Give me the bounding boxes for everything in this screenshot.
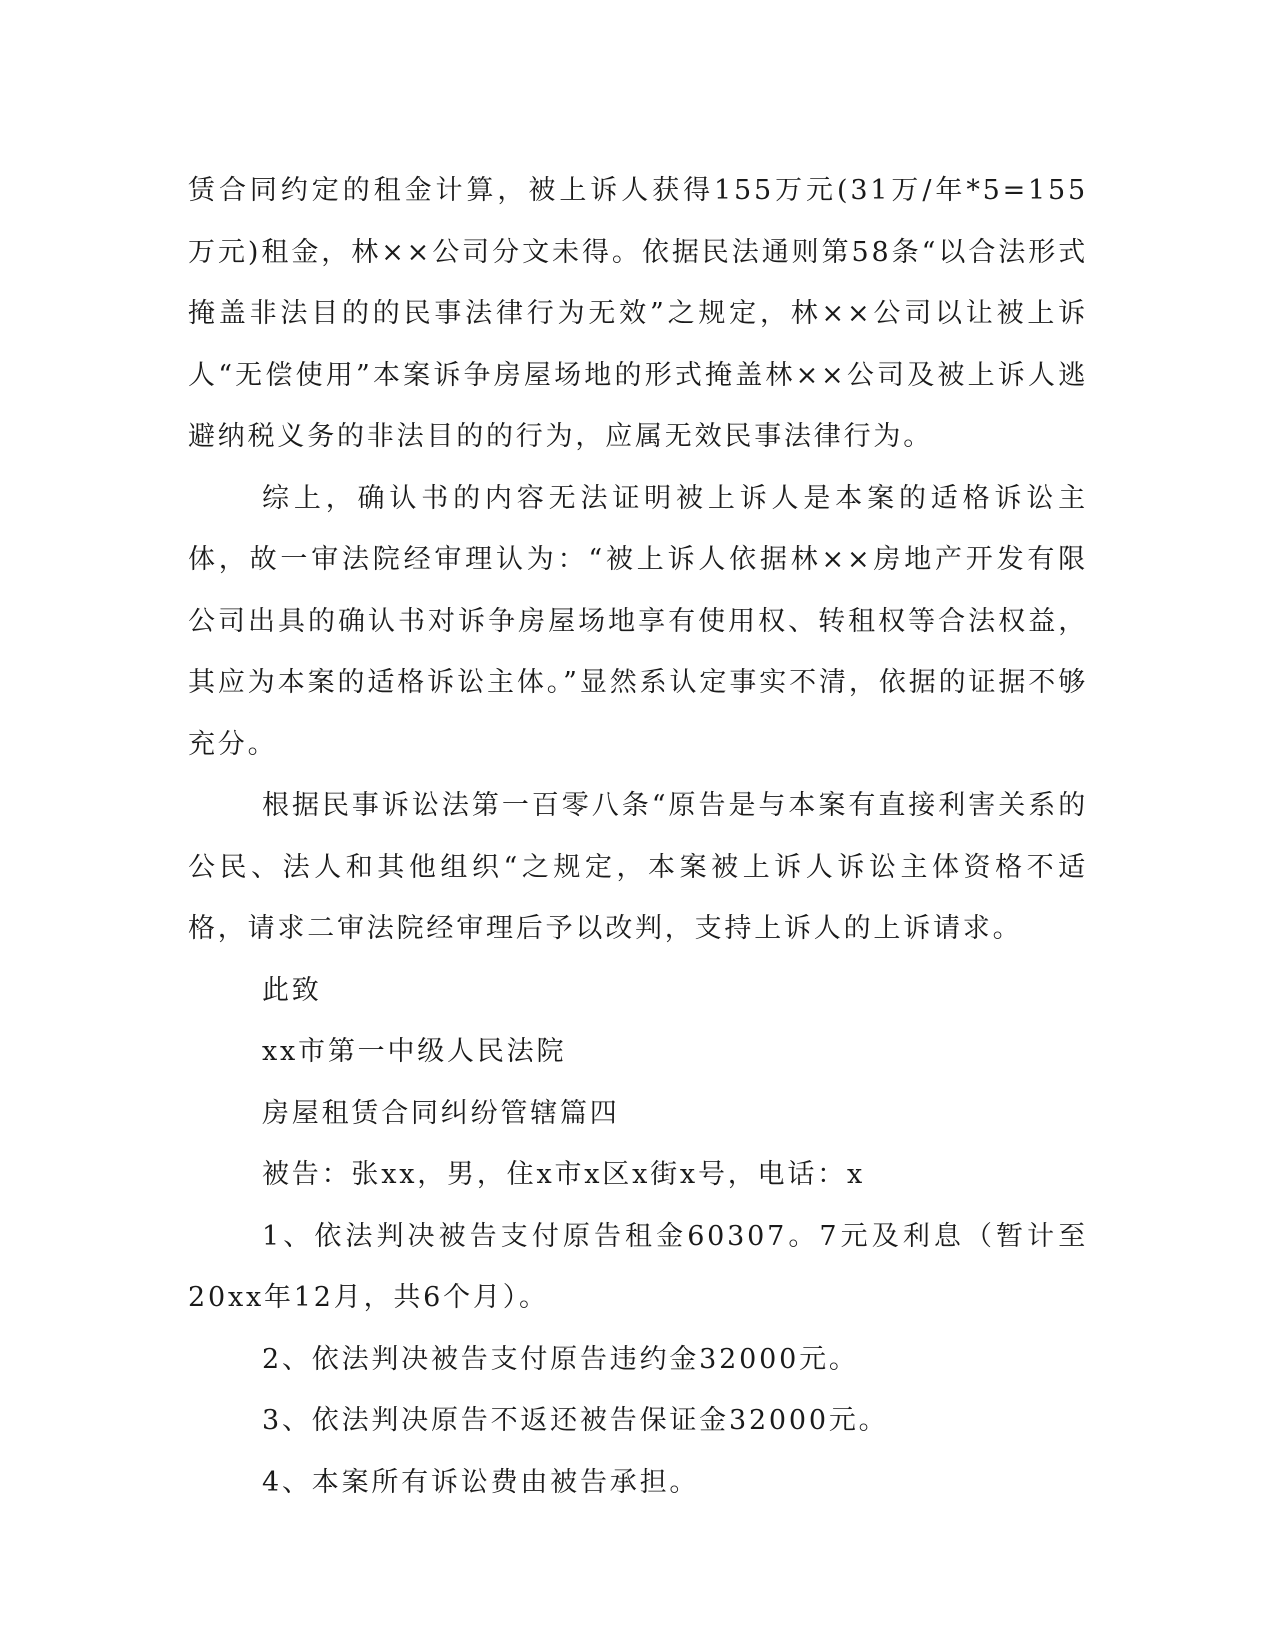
claim-item-3: 3、依法判决原告不返还被告保证金32000元。 [262, 1405, 889, 1436]
claim-item-1: 1、依法判决被告支付原告租金60307。7元及利息（暂计至20xx年12月，共6个月）。 [188, 1220, 1088, 1313]
addressee-court: xx市第一中级人民法院 [262, 1036, 567, 1067]
section-heading: 房屋租赁合同纠纷管辖篇四 [262, 1097, 620, 1129]
claim-item-4: 4、本案所有诉讼费由被告承担。 [262, 1466, 700, 1498]
claim-item-2: 2、依法判决被告支付原告违约金32000元。 [262, 1343, 859, 1375]
paragraph-continuation: 赁合同约定的租金计算，被上诉人获得155万元(31万/年*5=155万元)租金，林××公司分文未得。依据民法通则第58条“以合法形式掩盖非法目的的民事法律行为无效”之规定，林××公司以让被上诉人“无偿使用”本案诉争房屋场地的形式掩盖林××公司及被上诉人逃避纳税义务的非法目的的行为，应属无效民事法律行为。 [188, 175, 1088, 452]
document-body [188, 160, 1088, 1513]
paragraph-summary: 综上，确认书的内容无法证明被上诉人是本案的适格诉讼主体，故一审法院经审理认为：“被上诉人依据林××房地产开发有限公司出具的确认书对诉争房屋场地享有使用权、转租权等合法权益，其应为本案的适格诉讼主体。”显然系认定事实不清，依据的证据不够充分。 [188, 482, 1088, 760]
paragraph-request: 根据民事诉讼法第一百零八条“原告是与本案有直接利害关系的公民、法人和其他组织“之规定，本案被上诉人诉讼主体资格不适格，请求二审法院经审理后予以改判，支持上诉人的上诉请求。 [188, 790, 1088, 944]
defendant-info: 被告：张xx，男，住x市x区x街x号，电话：x [262, 1159, 865, 1190]
closing-salutation: 此致 [262, 974, 322, 1006]
